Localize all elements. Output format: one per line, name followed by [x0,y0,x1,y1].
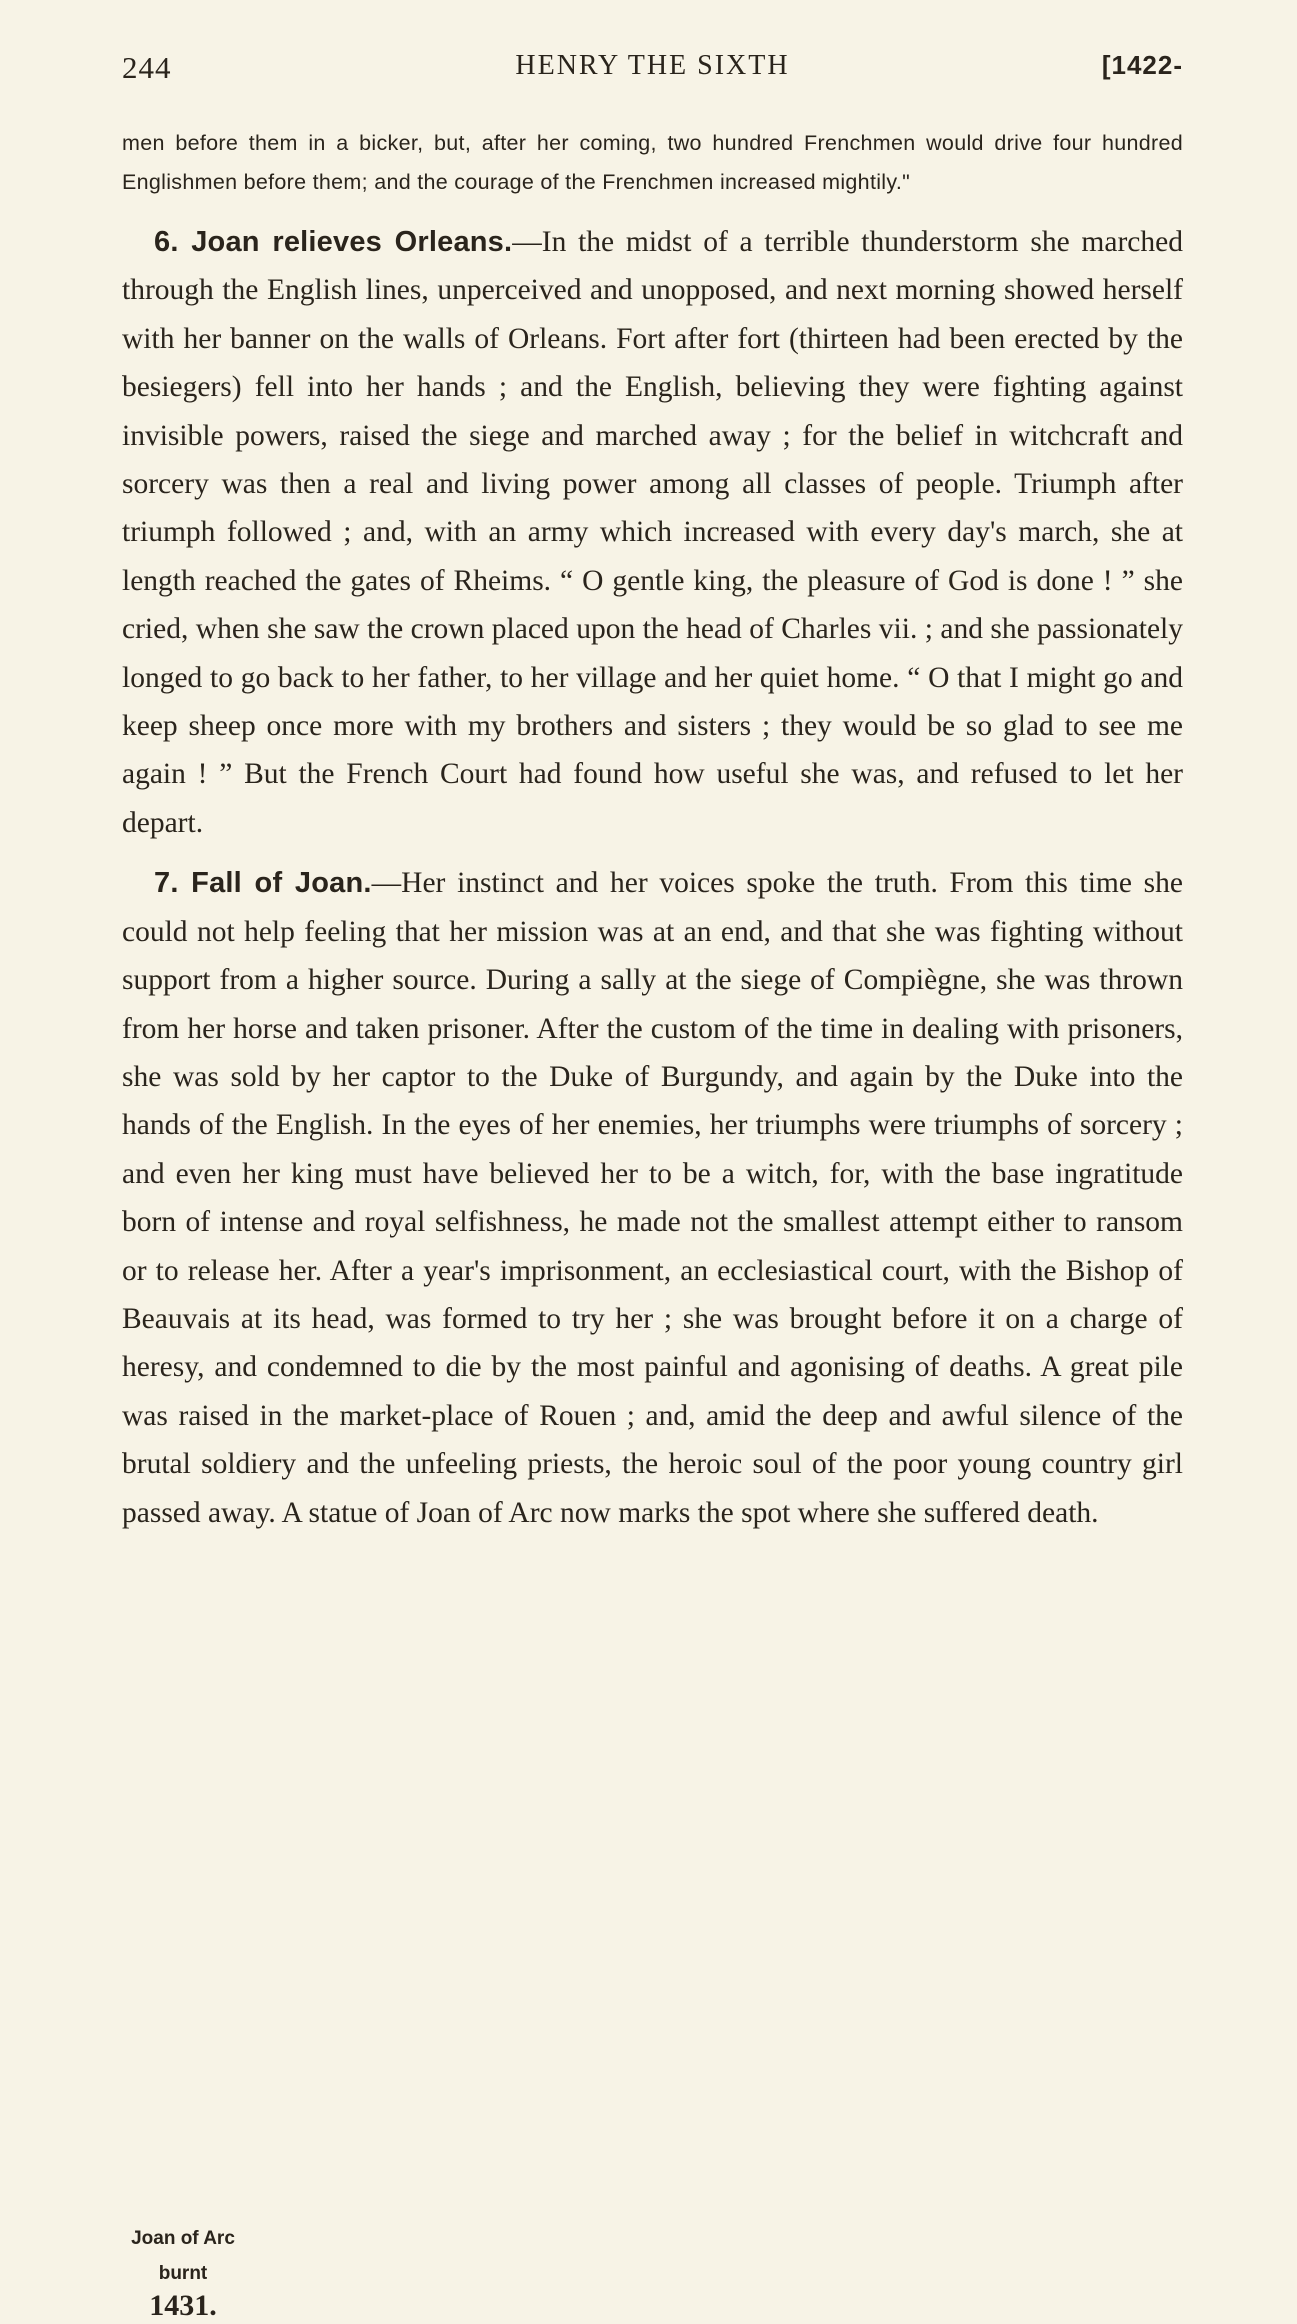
margin-note-event: burnt [158,2263,208,2285]
book-page [122,42,1183,2324]
margin-note-title: Joan of Arc [131,2228,235,2250]
section-6-heading: 6. Joan relieves Orleans. [154,226,513,258]
running-title: HENRY THE SIXTH [515,50,790,81]
quote-paragraph: men before them in a bicker, but, after her coming, two hundred Frenchmen would drive four hundred Englishmen before them; and the courage of the Frenchmen increased mightily." [122,131,1183,194]
section-7-heading: 7. Fall of Joan. [154,867,372,900]
page-header [122,42,1183,85]
section-7-text: —Her instinct and her voices spoke the truth. From this time she could not help feeling that her mission was at an end, and that she was fighting without support from a higher source. During a sally at the siege of Compiègne, she was thrown from her horse and taken prisoner. After the custom of the time in dealing with prisoners, she was sold by her captor to the Duke of Burgundy, and again by the Duke into the hands of the English. In the eyes of her enemies, her triumphs were triumphs of sorcery ; and even her king must have believed her to be a witch, for, with the base ingratitude born of intense and royal selfishness, he made not the smallest attempt either to ransom or to release her. After a year's imprisonment, an ecclesiastical court, with the Bishop of Beauvais at its head, was formed to try her ; she was brought before it on a charge of heresy, and condemned to die by the most painful and agonising of deaths. A great pile was raised in the market-place of Rouen ; and, amid the deep and awful silence of the brutal soldiery and the unfeeling priests, the heroic soul of the poor young country girl passed away. A statue of Joan of Arc now marks the spot where she suffered death. [122,867,1183,1529]
section-6-paragraph [122,218,1183,847]
section-6-text: —In the midst of a terrible thunderstorm she marched through the English lines, unperceived and unopposed, and next morning showed herself with her banner on the walls of Orleans. Fort after fort (thirteen had been erected by the besiegers) fell into her hands ; and the English, believing they were fighting against invisible powers, raised the siege and marched away ; for the belief in witchcraft and sorcery was then a real and living power among all classes of people. Triumph after triumph followed ; and, with an army which increased with every day's march, she at length reached the gates of Rheims. “ O gentle king, the pleasure of God is done ! ” she cried, when she saw the crown placed upon the head of Charles vii. ; and she passionately longed to go back to her father, to her village and her quiet home. “ O that I might go and keep sheep once more with my brothers and sisters ; they would be so glad to see me again ! ” But the French Court had found how useful she was, and refused to let her depart. [122,226,1183,839]
section-7-paragraph [122,859,1183,2322]
margin-note-year: 1431. [149,2288,217,2322]
page-number: 244 [122,50,172,85]
margin-note [90,2214,244,2324]
header-year: [1422- [1101,50,1183,80]
